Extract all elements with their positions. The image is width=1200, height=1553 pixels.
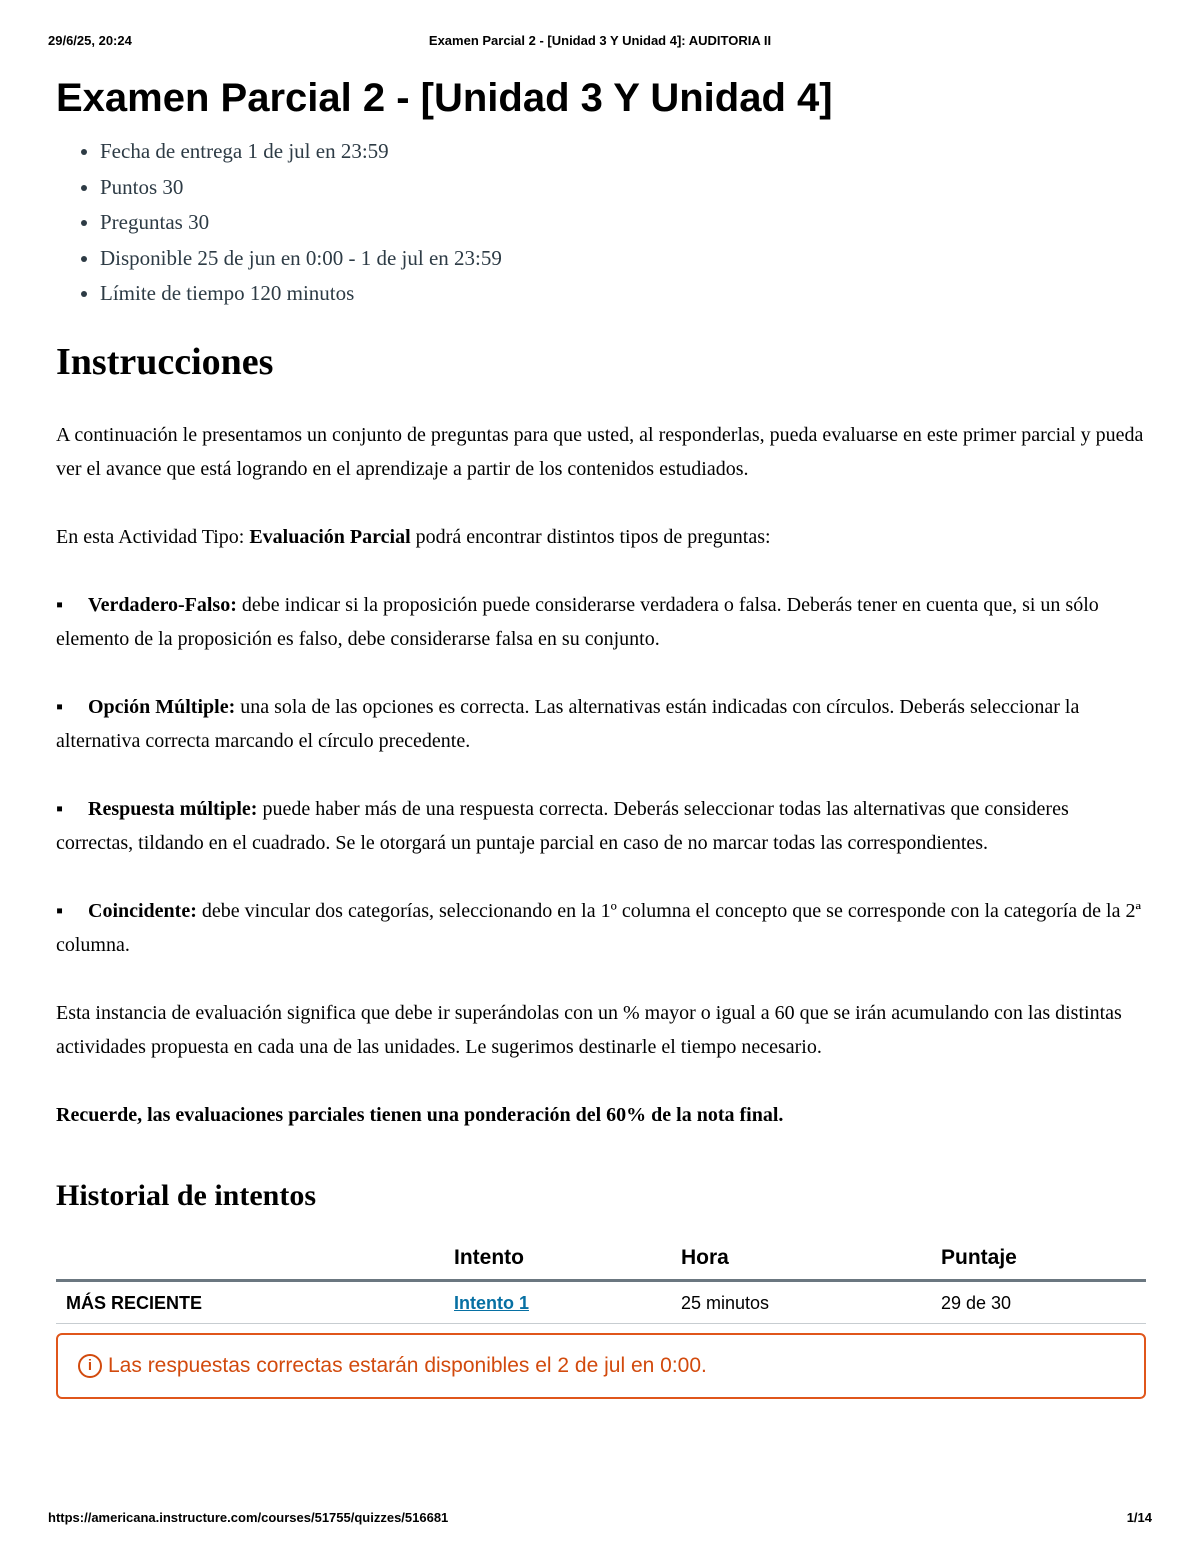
question-type-name: Verdadero-Falso:	[88, 593, 237, 616]
alert-text: Las respuestas correctas estarán disponibles el 2 de jul en 0:00.	[108, 1353, 707, 1377]
column-header: Hora	[671, 1238, 931, 1281]
most-recent-label: MÁS RECIENTE	[56, 1280, 444, 1323]
bullet-icon: ▪	[56, 899, 64, 922]
page-title: Examen Parcial 2 - [Unidad 3 Y Unidad 4]	[56, 76, 833, 120]
intro-paragraph: A continuación le presentamos un conjunto de preguntas para que usted, al responderlas, pueda evaluarse en este primer parcial y pueda ver el avance que está logrando en el aprendizaje a partir de los contenidos estudiados.	[56, 423, 1144, 480]
instructions-heading: Instrucciones	[56, 340, 274, 383]
print-timestamp: 29/6/25, 20:24	[48, 33, 132, 48]
attempt-history-table	[56, 1238, 1146, 1324]
instructions-body	[56, 418, 1146, 1132]
question-type-name: Coincidente:	[88, 899, 197, 922]
page-url: https://americana.instructure.com/courses/51755/quizzes/516681	[48, 1510, 449, 1525]
due-date: • Fecha de entrega 1 de jul en 23:59	[100, 134, 1146, 170]
print-doc-title: Examen Parcial 2 - [Unidad 3 Y Unidad 4]: AUDITORIA II	[428, 33, 772, 48]
history-heading: Historial de intentos	[56, 1178, 316, 1212]
main-content	[56, 70, 1146, 1399]
print-header	[48, 33, 1152, 53]
info-icon: i	[78, 1354, 102, 1378]
question-type-item: ▪ Coincidente: debe vincular dos categorías, seleccionando en la 1º columna el concepto que se corresponde con la categoría de la 2ª columna.	[56, 894, 1146, 962]
table-row	[56, 1280, 1146, 1323]
bullet-icon: ▪	[56, 695, 64, 718]
question-type-name: Opción Múltiple:	[88, 695, 236, 718]
table-header-row	[56, 1238, 1146, 1281]
answers-availability-alert	[56, 1333, 1146, 1399]
time-limit: • Límite de tiempo 120 minutos	[100, 276, 1146, 312]
bullet-icon: ▪	[56, 593, 64, 616]
quiz-details	[56, 134, 1146, 312]
activity-paragraph: En esta Actividad Tipo: Evaluación Parcial podrá encontrar distintos tipos de preguntas:	[56, 525, 771, 548]
closing-paragraph: Esta instancia de evaluación significa que debe ir superándolas con un % mayor o igual a 60 que se irán acumulando con las distintas actividades propuesta en cada una de las unidades. Le sugerimos destinarle el tiempo necesario.	[56, 1001, 1122, 1058]
availability: • Disponible 25 de jun en 0:00 - 1 de jul en 23:59	[100, 241, 1146, 277]
question-type-name: Respuesta múltiple:	[88, 797, 258, 820]
column-header: Intento	[444, 1238, 671, 1281]
reminder-paragraph: Recuerde, las evaluaciones parciales tienen una ponderación del 60% de la nota final.	[56, 1103, 784, 1126]
time-cell: 25 minutos	[671, 1280, 931, 1323]
page-number: 1/14	[1126, 1510, 1152, 1525]
print-footer	[48, 1510, 1152, 1530]
question-type-item: ▪ Opción Múltiple: una sola de las opciones es correcta. Las alternativas están indicadas con círculos. Deberás seleccionar la alternativa correcta marcando el círculo precedente.	[56, 690, 1146, 758]
score-cell: 29 de 30	[931, 1280, 1146, 1323]
question-type-item: ▪ Respuesta múltiple: puede haber más de una respuesta correcta. Deberás seleccionar todas las alternativas que consideres correctas, tildando en el cuadrado. Se le otorgará un puntaje parcial en caso de no marcar todas las correspondientes.	[56, 792, 1146, 860]
column-header	[56, 1238, 444, 1281]
attempt-link[interactable]: Intento 1	[454, 1292, 529, 1313]
questions: • Preguntas 30	[100, 205, 1146, 241]
column-header: Puntaje	[931, 1238, 1146, 1281]
question-type-item: ▪ Verdadero-Falso: debe indicar si la proposición puede considerarse verdadera o falsa. Deberás tener en cuenta que, si un sólo elemento de la proposición es falso, debe considerarse falsa en su conjunto.	[56, 588, 1146, 656]
attempt-cell	[444, 1280, 671, 1323]
activity-type: Evaluación Parcial	[249, 525, 411, 548]
bullet-icon: ▪	[56, 797, 64, 820]
points: • Puntos 30	[100, 170, 1146, 206]
